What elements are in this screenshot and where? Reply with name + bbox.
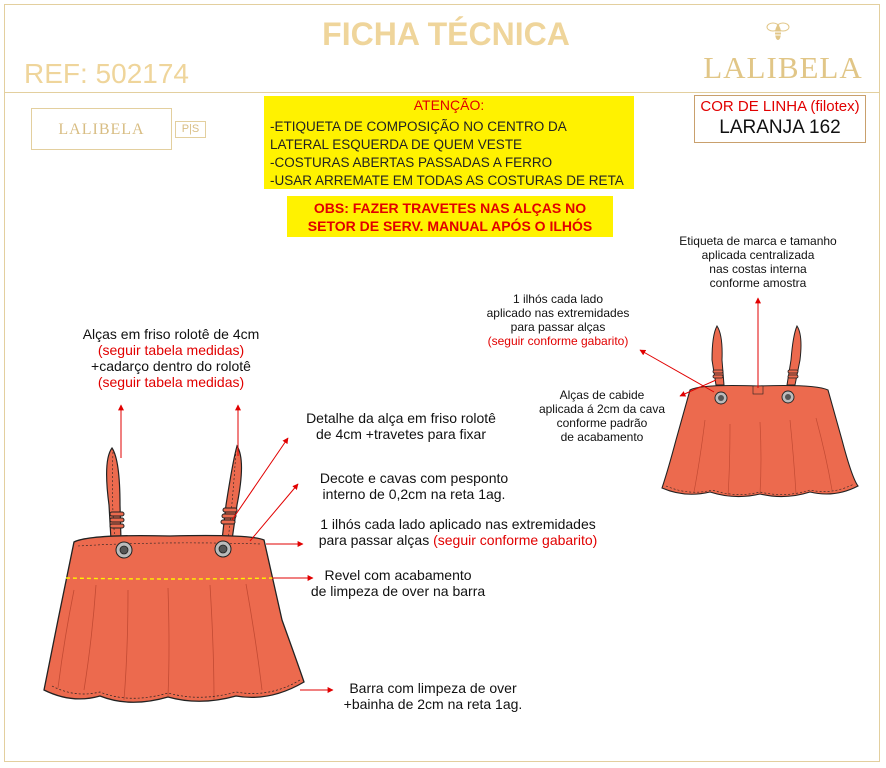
annotation-line: 1 ilhós cada lado aplicado nas extremidades [320, 516, 596, 532]
annotation-line: (seguir conforme gabarito) [433, 532, 598, 548]
attention-line: LATERAL ESQUERDA DE QUEM VESTE [270, 137, 523, 152]
annotation-line: Alças em friso rolotê de 4cm [82, 326, 260, 342]
annotation-line: aplicada centralizada [701, 248, 815, 262]
annotation-line: de 4cm +travetes para fixar [315, 426, 487, 442]
annotation-line: Revel com acabamento [324, 567, 472, 583]
annotation-line: (seguir tabela medidas) [97, 374, 245, 390]
annotation-line: (seguir conforme gabarito) [487, 334, 629, 348]
obs-line: SETOR DE SERV. MANUAL APÓS O ILHÓS [307, 218, 593, 234]
annotation-line: aplicada á 2cm da cava [538, 402, 666, 416]
back-arrows [640, 298, 758, 396]
attention-title: ATENÇÃO: [413, 97, 485, 113]
annotation-line: +bainha de 2cm na reta 1ag. [343, 696, 523, 712]
annotation-line: Decote e cavas com pesponto [319, 470, 509, 486]
facing-annotation [294, 567, 502, 599]
annotation-line: (seguir tabela medidas) [97, 342, 245, 358]
annotation-line: Etiqueta de marca e tamanho [679, 234, 837, 248]
back-eyelets-annotation [470, 292, 646, 348]
back-label-annotation [660, 234, 856, 290]
thread-color-label: COR DE LINHA (filotex) [700, 98, 860, 115]
brand-logo: LALIBELA [703, 50, 863, 85]
back-straps-annotation [520, 388, 684, 444]
hem-annotation [330, 680, 536, 712]
eyelets-annotation [300, 516, 616, 548]
annotation-line: para passar alças [510, 320, 606, 334]
thread-color-value: LARANJA 162 [719, 117, 841, 138]
page-title: FICHA TÉCNICA [322, 16, 570, 52]
annotation-line: Alças de cabide [559, 388, 645, 402]
annotation-line: nas costas interna [709, 262, 807, 276]
annotation-line: aplicado nas extremidades [486, 306, 630, 320]
neckline-annotation [296, 470, 532, 502]
annotation-line: de acabamento [560, 430, 644, 444]
strap-detail-annotation [286, 410, 516, 442]
attention-line: -ETIQUETA DE COMPOSIÇÃO NO CENTRO DA [270, 119, 567, 134]
obs-line: OBS: FAZER TRAVETES NAS ALÇAS NO [313, 200, 587, 216]
attention-line: -COSTURAS ABERTAS PASSADAS A FERRO [270, 155, 553, 170]
annotation-line: interno de 0,2cm na reta 1ag. [322, 486, 506, 502]
attention-line: -USAR ARREMATE EM TODAS AS COSTURAS DE RETA [270, 173, 624, 188]
annotation-line: Barra com limpeza de over [349, 680, 517, 696]
annotation-line: +cadarço dentro do rolotê [91, 358, 251, 374]
annotation-line: para passar alças [318, 532, 430, 548]
front-garment-drawing [44, 446, 304, 702]
back-garment-drawing [662, 326, 858, 497]
reference-code: REF: 502174 [24, 58, 189, 89]
size-label: P|S [175, 121, 206, 138]
brand-label: LALIBELA [31, 108, 172, 150]
annotation-line: conforme padrão [556, 416, 648, 430]
annotation-line: de limpeza de over na barra [310, 583, 486, 599]
annotation-line: Detalhe da alça em friso rolotê [306, 410, 496, 426]
annotation-line: 1 ilhós cada lado [512, 292, 604, 306]
annotation-line: conforme amostra [709, 276, 807, 290]
straps-annotation [60, 326, 282, 390]
